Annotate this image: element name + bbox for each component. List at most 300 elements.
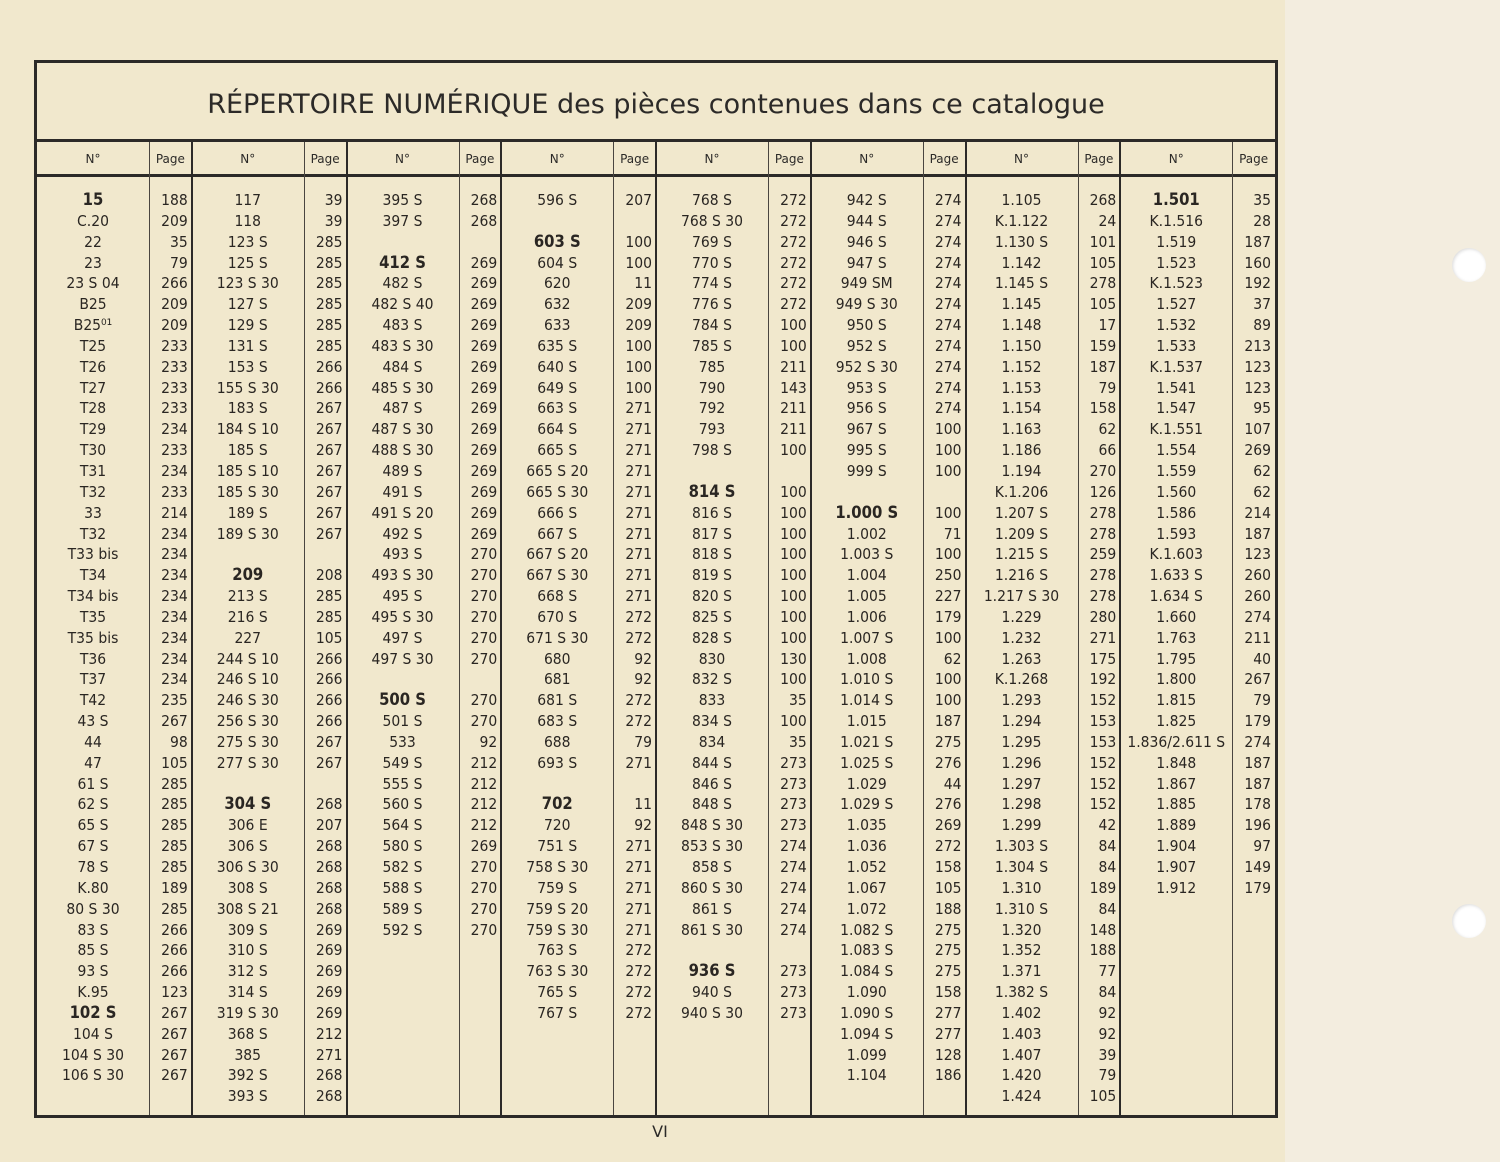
page-ref: 272	[780, 274, 807, 293]
part-number: 497 S 30	[371, 649, 434, 668]
part-number: 580 S	[382, 837, 423, 856]
page-ref: 267	[161, 1003, 188, 1022]
part-number: 306 E	[227, 816, 268, 835]
part-number: 131 S	[227, 336, 268, 355]
page-ref: 100	[625, 357, 652, 376]
header-no: N°	[704, 152, 720, 166]
page-ref: 269	[470, 461, 498, 480]
punch-hole-bottom	[1452, 904, 1486, 938]
page-ref: 92	[634, 649, 652, 668]
page-ref: 271	[625, 482, 652, 501]
page-ref	[304, 544, 347, 565]
page-ref: 270	[470, 691, 498, 710]
part-number: 846 S	[692, 774, 732, 793]
page-ref: 214	[161, 503, 188, 522]
page-ref: 100	[780, 441, 807, 460]
page-title: RÉPERTOIRE NUMÉRIQUE des pièces contenues dans ce catalogue	[207, 89, 1105, 120]
page-ref: 211	[1244, 628, 1271, 647]
part-number: 106 S 30	[61, 1066, 125, 1085]
header-page: Page	[1084, 152, 1114, 166]
page-ref: 269	[470, 420, 498, 439]
part-number: 246 S 30	[216, 691, 279, 710]
page-ref: 143	[780, 378, 807, 397]
part-number: 560 S	[382, 795, 423, 814]
header-no: N°	[549, 152, 565, 166]
page-ref: 269	[1244, 441, 1271, 460]
number-column	[811, 190, 923, 1086]
page-ref: 273	[780, 816, 807, 835]
page-ref: 233	[161, 441, 188, 460]
part-number: 995 S	[846, 441, 887, 460]
page-ref: 272	[780, 253, 807, 272]
page-ref: 62	[1253, 482, 1271, 501]
page-ref: 271	[1089, 628, 1117, 647]
part-number: 1.795	[1156, 649, 1197, 668]
page-ref: 84	[1098, 837, 1117, 856]
part-number: 1.216 S	[994, 566, 1049, 585]
part-number: 489 S	[382, 461, 423, 480]
part-number: 999 S	[846, 461, 887, 480]
page-ref: 267	[161, 1066, 188, 1085]
part-number: 1.010 S	[840, 670, 894, 689]
page-ref: 269	[470, 482, 498, 501]
page-ref: 35	[789, 732, 807, 751]
part-number: 1.593	[1156, 524, 1197, 543]
part-number: 309 S	[227, 920, 268, 939]
page-ref: 273	[780, 983, 807, 1002]
page-ref: 274	[934, 253, 962, 272]
part-number: T32	[79, 524, 107, 543]
part-number: 1.008	[846, 649, 887, 668]
page-ref: 105	[934, 878, 962, 897]
part-number: 768 S 30	[680, 211, 744, 230]
page-ref: 271	[625, 837, 652, 856]
part-number: 665 S	[537, 441, 578, 460]
part-number: 1.083 S	[840, 941, 894, 960]
part-number: 1.148	[1001, 316, 1042, 335]
part-number: 1.320	[1001, 920, 1042, 939]
page-ref: 273	[780, 774, 807, 793]
page-ref: 270	[470, 899, 498, 918]
part-number: 834	[698, 732, 726, 751]
part-number: 277 S 30	[216, 753, 279, 772]
page-ref: 267	[315, 399, 343, 418]
part-number: 667 S 20	[526, 545, 589, 564]
part-number: 495 S 30	[371, 607, 434, 626]
part-number: T35 bis	[67, 628, 119, 647]
part-number: T25	[79, 336, 107, 355]
page-number: VI	[652, 1122, 668, 1141]
part-number: 688	[543, 732, 571, 751]
page-ref: 285	[315, 316, 343, 335]
page-ref: 274	[780, 837, 807, 856]
page-ref: 211	[780, 420, 807, 439]
page-ref: 105	[1089, 253, 1117, 272]
part-number: 769 S	[692, 232, 732, 251]
page-ref: 271	[315, 1045, 343, 1064]
page-ref: 270	[470, 858, 498, 876]
page-ref: 187	[1089, 357, 1117, 376]
part-number: 314 S	[227, 983, 268, 1002]
page-ref	[768, 461, 811, 482]
page-ref: 234	[161, 461, 188, 480]
page-ref: 272	[934, 837, 962, 856]
page-ref: 285	[315, 587, 343, 606]
page-ref: 188	[1089, 941, 1117, 960]
part-number: 15	[82, 190, 104, 209]
page-ref: 270	[1089, 461, 1117, 480]
page-ref: 269	[470, 336, 498, 355]
page-ref: 123	[161, 983, 188, 1002]
page-ref: 84	[1098, 983, 1117, 1002]
part-number: 488 S 30	[371, 441, 434, 460]
part-number: 1.382 S	[994, 983, 1049, 1002]
part-number: 1.836/2.611 S	[1127, 732, 1226, 751]
part-number: 763 S 30	[526, 962, 589, 981]
page-ref: 92	[634, 816, 652, 835]
header-no: N°	[859, 152, 875, 166]
part-number: 861 S 30	[680, 920, 744, 939]
page-ref: 268	[315, 1087, 343, 1106]
page-ref: 62	[1098, 420, 1117, 439]
part-number: 765 S	[537, 983, 578, 1002]
part-number: 209	[232, 565, 264, 585]
part-number: 44	[84, 732, 102, 751]
part-number: 1.145	[1001, 295, 1042, 314]
part-number: 1.152	[1001, 357, 1042, 376]
page-ref: 269	[470, 837, 498, 856]
page-ref: 100	[934, 628, 962, 647]
page-ref: 84	[1098, 858, 1117, 876]
page-ref: 285	[315, 232, 343, 251]
page-ref: 272	[625, 628, 652, 647]
part-number: 596 S	[537, 191, 578, 209]
page-ref: 285	[315, 607, 343, 626]
page-ref: 272	[780, 191, 807, 209]
page-ref: 92	[479, 732, 498, 751]
part-number: 385	[234, 1045, 262, 1064]
part-number: 93 S	[77, 962, 109, 981]
part-number: 393 S	[227, 1087, 268, 1106]
page-edge	[1285, 0, 1500, 1162]
part-number: 1.150	[1001, 336, 1042, 355]
part-number: 1.296	[1001, 753, 1042, 772]
page-ref: 267	[161, 1024, 188, 1043]
part-number: 1.021 S	[840, 732, 894, 751]
page-ref: 274	[934, 232, 962, 251]
part-number: 1.295	[1001, 732, 1042, 751]
part-number: 942 S	[846, 191, 887, 209]
part-number: 1.904	[1156, 837, 1197, 856]
part-number: 759 S 30	[526, 920, 589, 939]
page-ref	[459, 669, 502, 690]
page-ref: 267	[315, 441, 343, 460]
part-number: 667 S 30	[526, 566, 589, 585]
page-ref: 274	[934, 357, 962, 376]
page-ref: 212	[470, 774, 498, 793]
page-ref: 35	[170, 232, 188, 251]
page-ref: 105	[161, 753, 188, 772]
page-ref: 272	[625, 1003, 652, 1022]
page-ref: 79	[170, 253, 188, 272]
part-number: 1.547	[1156, 399, 1197, 418]
part-number: 78 S	[77, 858, 109, 876]
page-ref: 235	[161, 691, 188, 710]
part-number: 784 S	[692, 316, 732, 335]
part-number: 185 S 30	[216, 482, 279, 501]
page-ref: 107	[1244, 420, 1271, 439]
part-number: 1.352	[1001, 941, 1042, 960]
part-number: K.80	[77, 878, 109, 897]
page-ref: 270	[470, 607, 498, 626]
page-ref: 100	[934, 420, 962, 439]
page-ref: 100	[780, 566, 807, 585]
page-ref: 153	[1089, 712, 1117, 731]
part-number: 952 S 30	[835, 357, 898, 376]
page-ref: 272	[625, 962, 652, 981]
page-ref: 179	[1244, 712, 1271, 731]
part-number: 588 S	[382, 878, 423, 897]
part-number: K.1.206	[994, 482, 1049, 501]
page-ref: 268	[315, 1066, 343, 1085]
part-number: 1.207 S	[994, 503, 1049, 522]
part-number: 1.304 S	[994, 858, 1049, 876]
page-ref: 271	[625, 503, 652, 522]
page-ref	[768, 940, 811, 961]
page-ref: 100	[934, 441, 962, 460]
part-number: 555 S	[382, 774, 423, 793]
page-ref: 269	[315, 1003, 343, 1022]
part-number: T29	[79, 420, 107, 439]
part-number: 774 S	[692, 274, 732, 293]
page-ref: 270	[470, 587, 498, 606]
page-ref: 227	[934, 587, 962, 606]
page-ref: 276	[934, 795, 962, 814]
number-column	[347, 190, 459, 940]
page-column	[304, 190, 347, 1107]
page-ref: 269	[470, 503, 498, 522]
part-number: K.1.516	[1149, 211, 1203, 230]
part-number: 825 S	[692, 607, 732, 626]
page-ref: 189	[1089, 878, 1117, 897]
page-ref: 100	[780, 503, 807, 522]
page-ref: 44	[943, 774, 962, 793]
page-ref: 275	[934, 941, 962, 960]
page-ref: 100	[780, 482, 807, 501]
page-ref: 266	[315, 378, 343, 397]
page-ref: 209	[625, 316, 652, 335]
page-ref: 188	[934, 899, 962, 918]
part-number: 1.907	[1156, 858, 1197, 876]
page-ref: 271	[625, 399, 652, 418]
page-ref: 270	[470, 878, 498, 897]
part-number: 67 S	[77, 837, 109, 856]
part-number	[656, 461, 768, 482]
part-number: 663 S	[537, 399, 578, 418]
part-number: 310 S	[227, 941, 268, 960]
part-number: 952 S	[846, 336, 887, 355]
part-number: 125 S	[227, 253, 268, 272]
part-number: 582 S	[382, 858, 423, 876]
part-number: 127 S	[227, 295, 268, 314]
part-number: 1.294	[1001, 712, 1042, 731]
part-number: 275 S 30	[216, 732, 279, 751]
page-ref: 175	[1089, 649, 1117, 668]
part-number: 61 S	[77, 774, 109, 793]
page-ref: 209	[161, 211, 188, 230]
page-ref: 39	[324, 191, 343, 209]
part-number: 65 S	[77, 816, 109, 835]
page-ref: 100	[780, 336, 807, 355]
page-ref: 250	[934, 566, 962, 585]
page-ref: 79	[634, 732, 652, 751]
part-number: 603 S	[533, 231, 581, 251]
part-number: 306 S	[227, 837, 268, 856]
part-number: 940 S 30	[680, 1003, 744, 1022]
part-number: 183 S	[227, 399, 268, 418]
part-number: 1.015	[846, 712, 887, 731]
page-ref	[923, 482, 966, 503]
page-ref: 152	[1089, 774, 1117, 793]
page-ref: 271	[625, 441, 652, 460]
part-number: T26	[79, 357, 107, 376]
part-number	[192, 774, 304, 795]
page-ref: 187	[1244, 232, 1271, 251]
page-ref: 11	[634, 795, 652, 814]
part-number: 1.420	[1001, 1066, 1042, 1085]
page-ref: 269	[315, 920, 343, 939]
part-number: 665 S 20	[526, 461, 589, 480]
page-ref: 285	[161, 858, 188, 876]
part-number: 1.014 S	[840, 691, 894, 710]
page-ref: 35	[789, 691, 807, 710]
part-number: 681	[543, 670, 571, 689]
page-ref: 260	[1244, 566, 1271, 585]
part-number: 1.029 S	[840, 795, 894, 814]
part-number: 1.867	[1156, 774, 1197, 793]
page-ref: 271	[625, 587, 652, 606]
page-ref: 92	[1098, 1024, 1117, 1043]
page-ref: 234	[161, 587, 188, 606]
part-number: 1.912	[1156, 878, 1197, 897]
page-ref: 100	[934, 503, 962, 522]
page-ref: 89	[1253, 316, 1271, 335]
number-column	[656, 190, 768, 1024]
page-ref: 100	[780, 628, 807, 647]
part-number: 1.532	[1156, 316, 1197, 335]
part-number: 1.090 S	[840, 1003, 894, 1022]
page-ref: 234	[161, 607, 188, 626]
page-ref: 269	[470, 399, 498, 418]
page-ref: 209	[625, 295, 652, 314]
part-number: 1.067	[846, 878, 887, 897]
page-column	[1232, 190, 1275, 899]
part-number: 1.084 S	[840, 962, 894, 981]
part-number: 834 S	[692, 712, 732, 731]
page-ref: 268	[315, 878, 343, 897]
header-no: N°	[240, 152, 256, 166]
page-ref: 267	[315, 461, 343, 480]
part-number: 702	[541, 794, 573, 814]
page-ref: 268	[315, 795, 343, 814]
part-number: 104 S 30	[61, 1045, 125, 1064]
part-number: 1.660	[1156, 607, 1197, 626]
page-ref: 276	[934, 753, 962, 772]
page-ref: 267	[161, 712, 188, 731]
page-ref: 285	[161, 837, 188, 856]
part-number: 22	[84, 232, 102, 251]
part-number: 493 S	[382, 545, 423, 564]
page-ref: 100	[780, 316, 807, 335]
part-number: 213 S	[227, 587, 268, 606]
part-number: 487 S 30	[371, 420, 434, 439]
part-number: 949 S 30	[835, 295, 898, 314]
part-number	[192, 544, 304, 565]
number-column	[192, 190, 304, 1107]
part-number: 1.094 S	[840, 1024, 894, 1043]
page-ref: 100	[780, 524, 807, 543]
part-number: 1.005	[846, 587, 887, 606]
page-ref: 285	[161, 899, 188, 918]
page-ref: 266	[161, 274, 188, 293]
page-ref: 278	[1089, 503, 1117, 522]
part-number: B25⁰¹	[73, 316, 113, 335]
part-number: 256 S 30	[216, 712, 279, 731]
part-number: 1.560	[1156, 482, 1197, 501]
part-number: 776 S	[692, 295, 732, 314]
page-ref: 213	[1244, 336, 1271, 355]
page-ref: 35	[1253, 191, 1271, 209]
part-number: 946 S	[846, 232, 887, 251]
page-ref: 277	[934, 1003, 962, 1022]
page-ref: 268	[470, 191, 498, 209]
page-ref: 273	[780, 962, 807, 981]
part-number: 1.145 S	[994, 274, 1049, 293]
part-number: 1.025 S	[840, 753, 894, 772]
part-number: 184 S 10	[216, 420, 279, 439]
page-ref: 267	[315, 732, 343, 751]
part-number: 308 S 21	[216, 899, 279, 918]
part-number: 246 S 10	[216, 670, 279, 689]
part-number: 485 S 30	[371, 378, 434, 397]
number-column	[966, 190, 1078, 1107]
page-ref: 268	[470, 211, 498, 230]
part-number: 763 S	[537, 941, 578, 960]
page-ref: 285	[315, 336, 343, 355]
page-ref: 272	[780, 232, 807, 251]
part-number: 950 S	[846, 316, 887, 335]
part-number: 649 S	[537, 378, 578, 397]
part-number: 844 S	[692, 753, 732, 772]
part-number: 495 S	[382, 587, 423, 606]
part-number: 1.082 S	[840, 920, 894, 939]
page-ref: 192	[1089, 670, 1117, 689]
part-number: 85 S	[77, 941, 109, 960]
part-number: 680	[543, 649, 571, 668]
page-ref: 269	[470, 253, 498, 272]
part-number: 1.554	[1156, 441, 1197, 460]
part-number: C.20	[77, 211, 109, 230]
part-number: 633	[543, 316, 571, 335]
part-number: 817 S	[692, 524, 732, 543]
page-ref: 207	[315, 816, 343, 835]
page-column	[768, 190, 811, 1024]
part-number: 819 S	[692, 566, 732, 585]
page-column	[459, 190, 502, 940]
page-ref: 160	[1244, 253, 1271, 272]
part-number: T35	[79, 607, 107, 626]
part-number: 664 S	[537, 420, 578, 439]
